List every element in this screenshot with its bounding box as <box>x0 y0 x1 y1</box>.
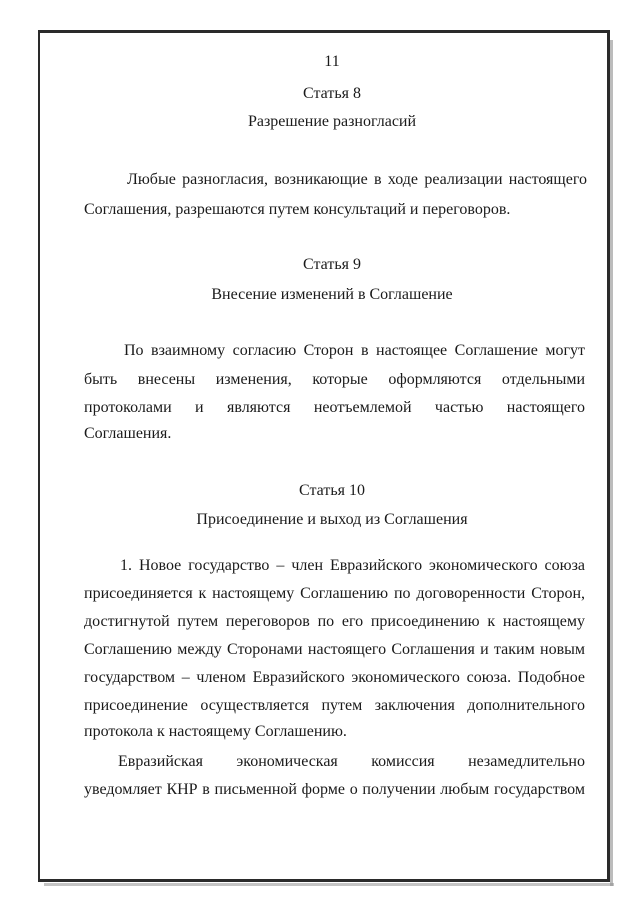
article-10-line-1: 1. Новое государство – член Евразийского экономического союза <box>120 557 585 574</box>
article-10-number: Статья 10 <box>299 482 365 499</box>
article-8-title: Разрешение разногласий <box>247 113 417 130</box>
article-10-line-2: присоединяется к настоящему Соглашению по договоренности Сторон, <box>84 585 585 602</box>
article-10-line-7: протокола к настоящему Соглашению. <box>84 723 347 740</box>
article-9-line-2: быть внесены изменения, которые оформляются отдельными <box>84 371 585 388</box>
article-8-line-1: Любые разногласия, возникающие в ходе реализации настоящего <box>127 171 587 188</box>
article-9-number: Статья 9 <box>303 256 361 273</box>
article-9-line-1: По взаимному согласию Сторон в настоящее Соглашение могут <box>124 342 585 359</box>
article-8-number: Статья 8 <box>303 85 361 102</box>
article-10-title: Присоединение и выход из Соглашения <box>196 511 468 528</box>
article-8-line-2: Соглашения, разрешаются путем консультаций и переговоров. <box>84 201 511 218</box>
article-10-line-6: присоединение осуществляется путем заключения дополнительного <box>84 697 585 714</box>
article-10-line-9: уведомляет КНР в письменной форме о получении любым государством <box>84 781 585 798</box>
article-9-title: Внесение изменений в Соглашение <box>211 286 453 303</box>
article-10-line-3: достигнутой путем переговоров по его присоединению к настоящему <box>84 613 585 630</box>
article-9-line-4: Соглашения. <box>84 425 172 442</box>
scan-edge-right <box>610 40 613 886</box>
article-9-line-3: протоколами и являются неотъемлемой частью настоящего <box>84 399 585 416</box>
page-number: 11 <box>324 53 340 70</box>
article-10-line-4: Соглашению между Сторонами настоящего Соглашения и таким новым <box>84 641 585 658</box>
article-10-line-8: Евразийская экономическая комиссия незамедлительно <box>118 753 585 770</box>
scan-edge-bottom <box>44 883 614 886</box>
article-10-line-5: государством – членом Евразийского экономического союза. Подобное <box>84 669 585 686</box>
